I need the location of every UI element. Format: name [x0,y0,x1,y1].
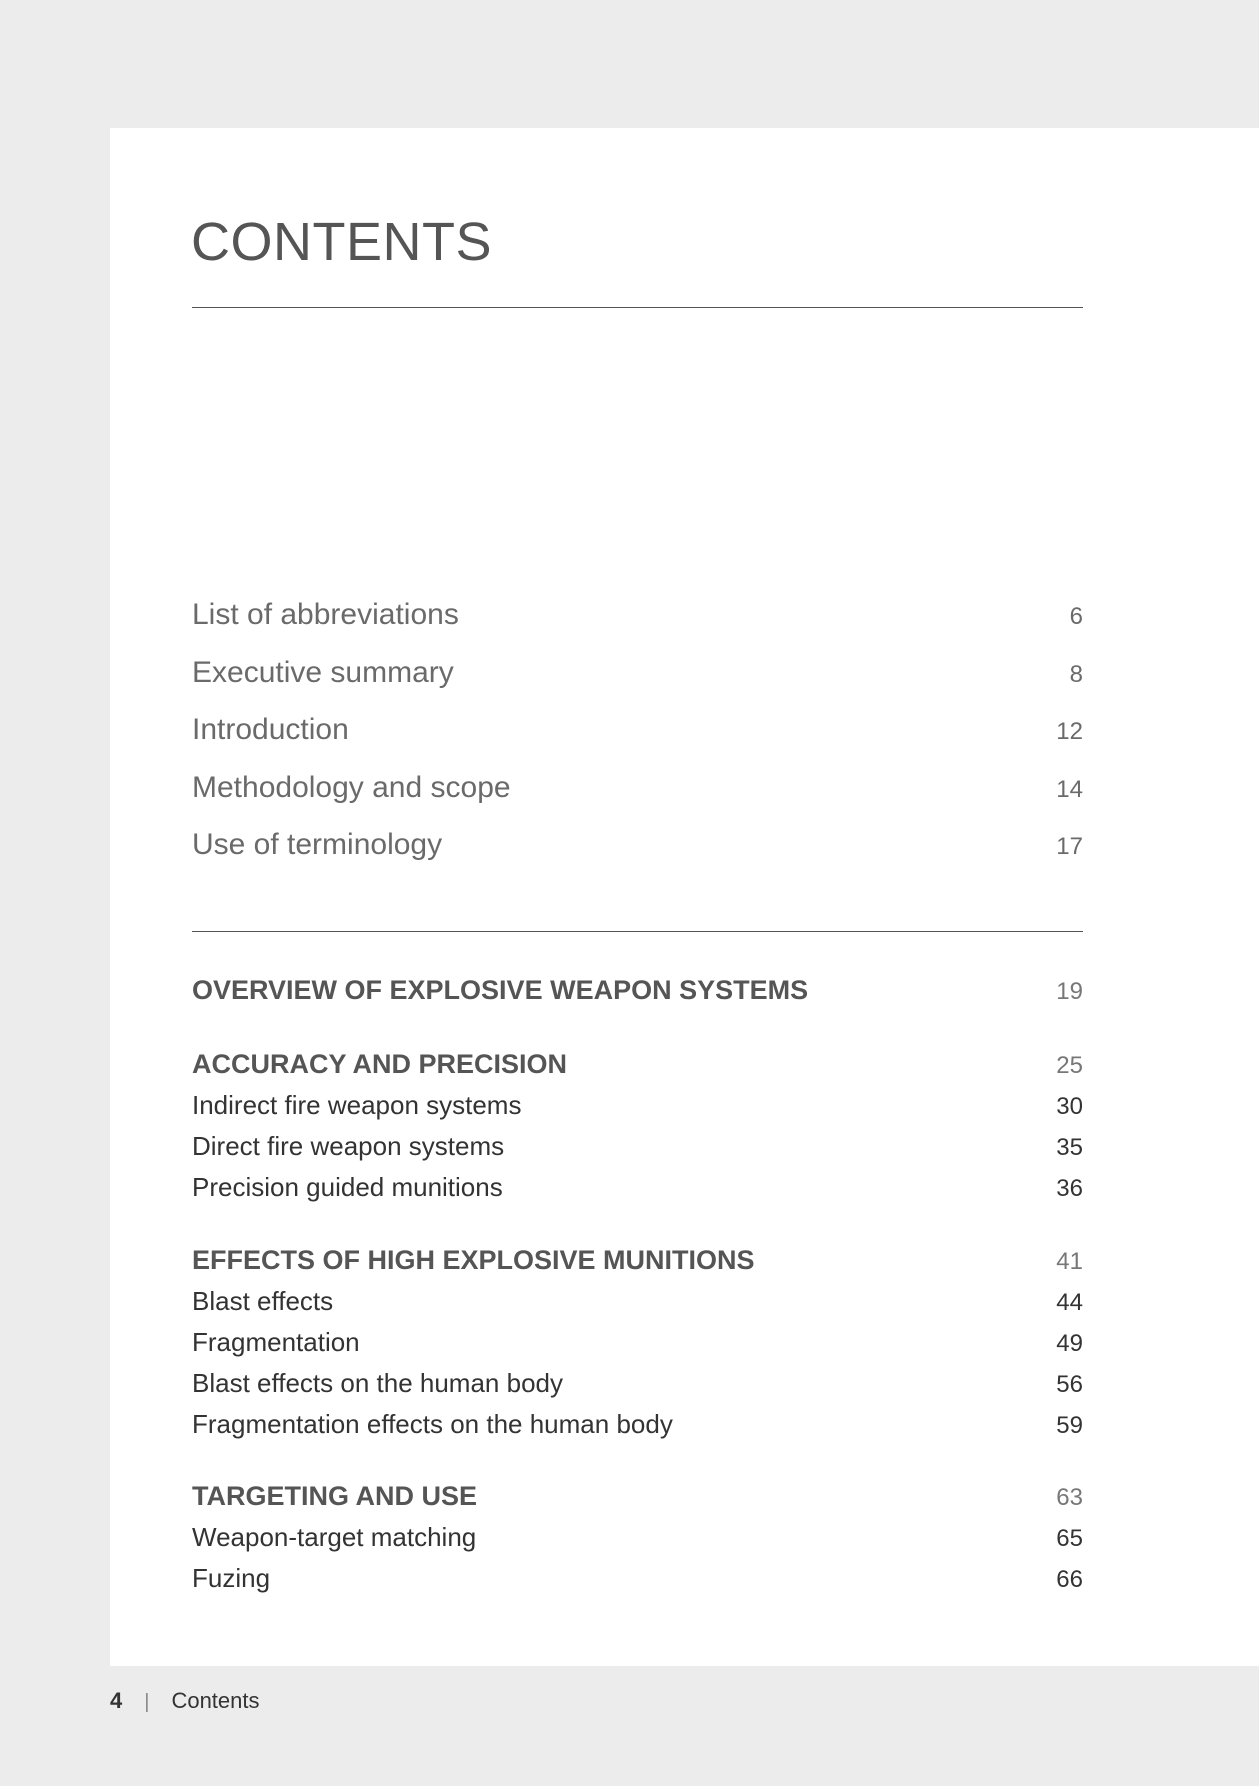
toc-section-effects-of-high-explosive[interactable] [192,1245,1083,1276]
toc-entry-precision-guided[interactable] [192,1172,1083,1203]
toc-entry-label: List of abbreviations [192,598,459,631]
toc-section-page: 41 [1056,1248,1083,1275]
page-footer [110,1688,260,1714]
toc-entry-page: 36 [1056,1175,1083,1202]
footer-section-name: Contents [171,1688,260,1713]
toc-section-overview[interactable] [192,975,1083,1006]
toc-entry-fragmentation[interactable] [192,1327,1083,1358]
toc-entry-indirect-fire[interactable] [192,1090,1083,1121]
toc-entry-page: 59 [1056,1412,1083,1439]
toc-section-page: 19 [1056,978,1083,1005]
toc-entry-weapon-target-matching[interactable] [192,1522,1083,1553]
toc-entry-label: Blast effects [192,1286,334,1316]
toc-entry-page: 56 [1056,1371,1083,1398]
toc-section-page: 63 [1056,1484,1083,1511]
toc-entry-page: 49 [1056,1330,1083,1357]
toc-entry-label: Introduction [192,713,349,746]
toc-entry-page: 65 [1056,1525,1083,1552]
title-divider [192,307,1083,308]
toc-entry-page: 8 [1069,661,1083,688]
toc-entry-label: Use of terminology [192,828,443,861]
page-title: CONTENTS [191,212,492,272]
section-divider [192,931,1083,932]
toc-section-page: 25 [1056,1052,1083,1079]
toc-entry-label: Methodology and scope [192,771,511,804]
toc-entry-label: Executive summary [192,656,454,689]
toc-entry-label: Blast effects on the human body [192,1368,563,1398]
toc-entry-page: 44 [1056,1289,1083,1316]
toc-entry-page: 17 [1056,833,1083,860]
toc-entry-methodology-and-scope[interactable] [192,771,1083,805]
toc-entry-page: 6 [1069,603,1083,630]
toc-entry-blast-effects-human-body[interactable] [192,1368,1083,1399]
toc-section-label: EFFECTS OF HIGH EXPLOSIVE MUNITIONS [192,1245,755,1275]
toc-entry-use-of-terminology[interactable] [192,828,1083,862]
toc-entry-fragmentation-effects-human-body[interactable] [192,1409,1083,1440]
footer-page-number: 4 [110,1688,123,1713]
toc-entry-executive-summary[interactable] [192,656,1083,690]
toc-entry-blast-effects[interactable] [192,1286,1083,1317]
toc-entry-page: 14 [1056,776,1083,803]
toc-entry-introduction[interactable] [192,713,1083,747]
toc-entry-fuzing[interactable] [192,1563,1083,1594]
toc-entry-label: Fuzing [192,1563,271,1593]
toc-entry-label: Fragmentation [192,1327,360,1357]
toc-entry-direct-fire[interactable] [192,1131,1083,1162]
toc-section-accuracy-and-precision[interactable] [192,1049,1083,1080]
toc-entry-page: 35 [1056,1134,1083,1161]
toc-entry-label: Weapon-target matching [192,1522,477,1552]
toc-entry-page: 12 [1056,718,1083,745]
toc-section-label: ACCURACY AND PRECISION [192,1049,568,1079]
toc-entry-label: Direct fire weapon systems [192,1131,505,1161]
toc-section-label: OVERVIEW OF EXPLOSIVE WEAPON SYSTEMS [192,975,809,1005]
toc-entry-label: Indirect fire weapon systems [192,1090,522,1120]
toc-entry-page: 66 [1056,1566,1083,1593]
toc-entry-list-of-abbreviations[interactable] [192,598,1083,632]
toc-entry-label: Precision guided munitions [192,1172,503,1202]
footer-separator: | [144,1691,150,1713]
toc-section-label: TARGETING AND USE [192,1481,478,1511]
toc-entry-page: 30 [1056,1093,1083,1120]
toc-section-targeting-and-use[interactable] [192,1481,1083,1512]
toc-entry-label: Fragmentation effects on the human body [192,1409,673,1439]
